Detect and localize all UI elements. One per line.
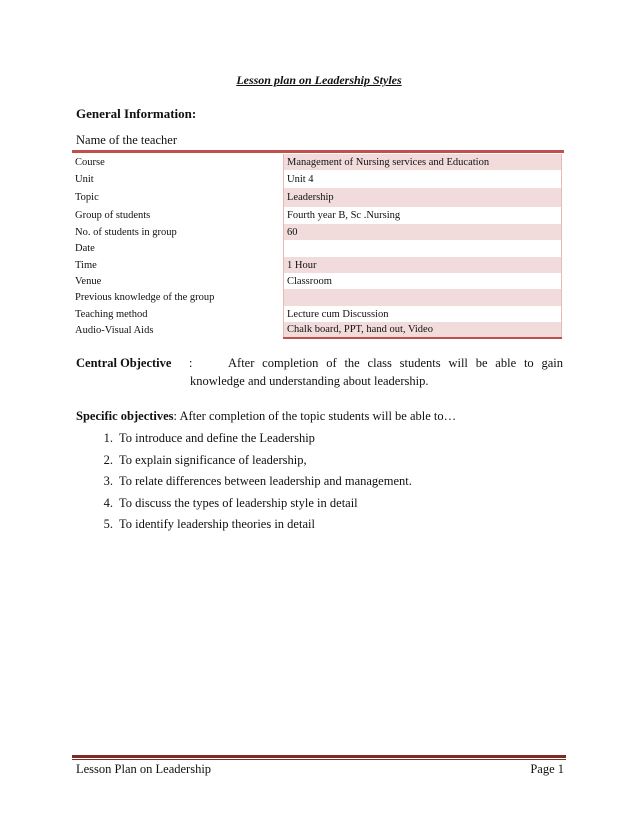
- list-item: [76, 450, 412, 472]
- row-label: Course: [75, 156, 105, 168]
- central-objective-text: After completion of the class students will be able to gain knowledge and understanding about leadership.: [190, 356, 563, 388]
- row-value: [284, 240, 562, 257]
- specific-objectives-intro: [76, 409, 456, 424]
- objectives-list: [76, 428, 412, 536]
- row-label: No. of students in group: [75, 226, 177, 238]
- teacher-rule: [72, 150, 564, 153]
- table-row: [72, 322, 562, 338]
- row-value: Unit 4: [284, 170, 562, 188]
- list-item: [76, 428, 412, 450]
- item-number: 5.: [103, 517, 113, 531]
- item-text: To identify leadership theories in detail: [119, 517, 315, 531]
- row-value: Chalk board, PPT, hand out, Video: [284, 322, 562, 338]
- row-value: Classroom: [284, 273, 562, 289]
- row-value: Management of Nursing services and Education: [284, 154, 562, 170]
- list-item: [76, 493, 412, 515]
- specific-objectives-label: Specific objectives: [76, 409, 174, 423]
- central-objective-colon: :: [189, 356, 193, 370]
- row-value: Lecture cum Discussion: [284, 306, 562, 322]
- row-label: Unit: [75, 173, 94, 185]
- item-text: To relate differences between leadership and management.: [119, 474, 412, 488]
- page-number: Page 1: [530, 762, 564, 776]
- row-label: Topic: [75, 192, 99, 203]
- item-number: 1.: [103, 431, 113, 445]
- item-text: To introduce and define the Leadership: [119, 431, 315, 445]
- item-number: 4.: [103, 495, 113, 510]
- footer-rule-thin: [72, 759, 566, 760]
- teacher-label: Name of the teacher: [76, 133, 177, 147]
- table-row: [72, 154, 562, 170]
- specific-objectives-intro-text: : After completion of the topic students will be able to…: [173, 409, 457, 423]
- row-label: Time: [75, 259, 97, 271]
- page-title: Lesson plan on Leadership Styles: [236, 73, 402, 87]
- table-row: [72, 306, 562, 322]
- item-number: 2.: [103, 452, 113, 467]
- row-label: Teaching method: [75, 308, 148, 320]
- general-info-table: [72, 154, 562, 339]
- section-heading: General Information:: [76, 106, 197, 121]
- row-label: Previous knowledge of the group: [75, 292, 215, 303]
- footer-rule: [72, 755, 566, 758]
- table-row: [72, 207, 562, 224]
- row-value: Leadership: [284, 188, 562, 207]
- table-row: [72, 273, 562, 289]
- table-row: [72, 289, 562, 306]
- item-text: To discuss the types of leadership style in detail: [119, 495, 358, 510]
- row-value: [284, 289, 562, 306]
- item-text: To explain significance of leadership,: [119, 452, 307, 467]
- row-label: Venue: [75, 275, 102, 287]
- footer-title: Lesson Plan on Leadership: [76, 762, 212, 776]
- row-value: 60: [284, 224, 562, 240]
- table-row: [72, 170, 562, 188]
- row-value: 1 Hour: [284, 257, 562, 273]
- table-row: [72, 224, 562, 240]
- list-item: [76, 471, 412, 493]
- table-row: [72, 188, 562, 207]
- row-label: Date: [75, 243, 95, 254]
- central-objective-label: Central Objective: [76, 356, 172, 370]
- item-number: 3.: [103, 474, 113, 488]
- row-label: Audio-Visual Aids: [75, 324, 154, 336]
- list-item: [76, 514, 412, 536]
- row-value: Fourth year B, Sc .Nursing: [284, 207, 562, 224]
- row-label: Group of students: [75, 210, 151, 221]
- table-row: [72, 240, 562, 257]
- table-row: [72, 257, 562, 273]
